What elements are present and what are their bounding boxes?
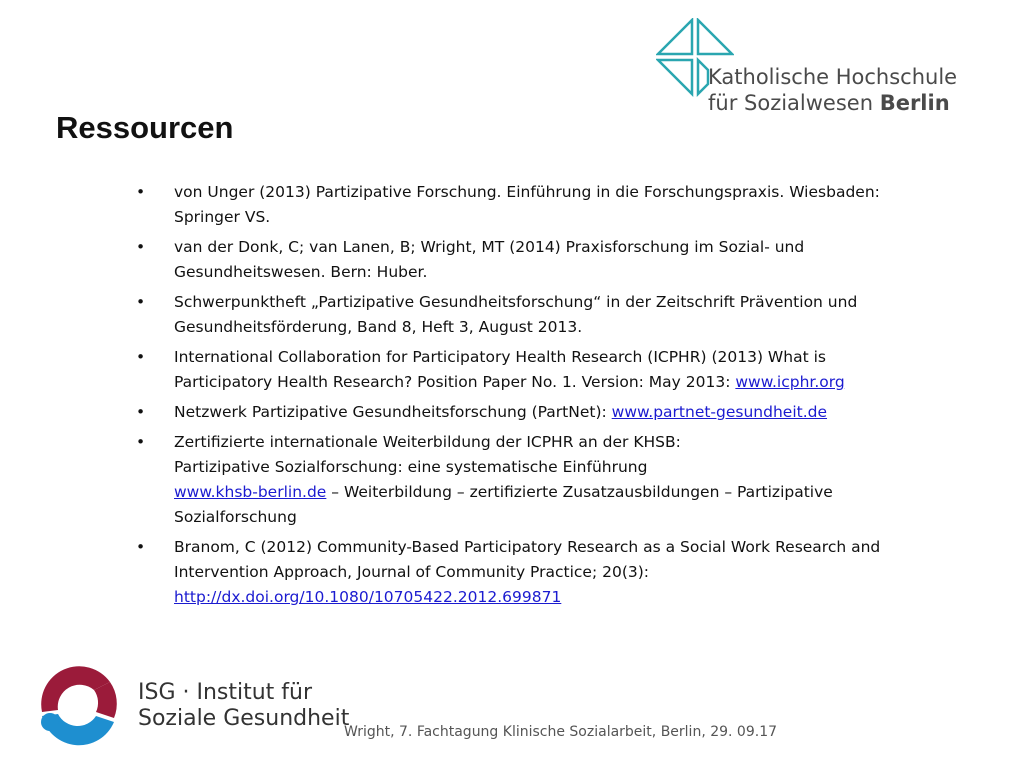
isg-logo bbox=[34, 660, 354, 750]
bullet-dot: • bbox=[136, 348, 146, 366]
bullet-dot: • bbox=[136, 403, 146, 421]
resource-text: Branom, C (2012) Community-Based Participatory Research as a Social Work Research and Intervention Approach, Journal of Community Practice; 20(3): bbox=[174, 538, 881, 581]
isg-ring-icon bbox=[34, 660, 124, 746]
bullet-dot: • bbox=[136, 433, 146, 451]
doi-link[interactable]: http://dx.doi.org/10.1080/10705422.2012.699871 bbox=[174, 588, 562, 606]
khsb-link[interactable]: www.khsb-berlin.de bbox=[174, 483, 327, 501]
list-item bbox=[136, 235, 896, 285]
resource-text-line1: Zertifizierte internationale Weiterbildung der ICPHR an der KHSB: bbox=[174, 433, 681, 451]
list-item bbox=[136, 180, 896, 230]
resource-text: International Collaboration for Participatory Health Research (ICPHR) (2013) What is Participatory Health Research? Position Paper No. 1. Version: May 2013: bbox=[174, 348, 826, 391]
slide-title: Ressourcen bbox=[56, 110, 234, 145]
resource-text-after: – Weiterbildung – zertifizierte Zusatzausbildungen – Partizipative Sozialforschung bbox=[174, 483, 833, 526]
bullet-dot: • bbox=[136, 183, 146, 201]
list-item bbox=[136, 535, 896, 610]
resource-text: van der Donk, C; van Lanen, B; Wright, MT (2014) Praxisforschung im Sozial- und Gesundheitswesen. Bern: Huber. bbox=[174, 238, 805, 281]
resource-text: Netzwerk Partizipative Gesundheitsforschung (PartNet): bbox=[174, 403, 612, 421]
list-item bbox=[136, 290, 896, 340]
icphr-link[interactable]: www.icphr.org bbox=[735, 373, 845, 391]
resource-text: Schwerpunktheft „Partizipative Gesundheitsforschung“ in der Zeitschrift Prävention und Gesundheitsförderung, Band 8, Heft 3, August 2013. bbox=[174, 293, 858, 336]
bullet-dot: • bbox=[136, 293, 146, 311]
isg-line2: Soziale Gesundheit bbox=[138, 706, 350, 731]
khsb-line2-plain: für Sozialwesen bbox=[708, 91, 880, 115]
footer-text: Wright, 7. Fachtagung Klinische Sozialarbeit, Berlin, 29. 09.17 bbox=[344, 724, 778, 740]
list-item bbox=[136, 400, 896, 425]
resource-text-line2: Partizipative Sozialforschung: eine systematische Einführung bbox=[174, 458, 648, 476]
isg-line1: ISG · Institut für bbox=[138, 680, 313, 705]
khsb-logo bbox=[656, 18, 986, 128]
bullet-dot: • bbox=[136, 238, 146, 256]
khsb-line1: Katholische Hochschule bbox=[708, 65, 958, 89]
list-item bbox=[136, 345, 896, 395]
isg-name bbox=[138, 680, 349, 732]
khsb-name bbox=[708, 64, 957, 116]
partnet-link[interactable]: www.partnet-gesundheit.de bbox=[611, 403, 828, 421]
khsb-line2 bbox=[708, 90, 957, 116]
khsb-line2-bold: Berlin bbox=[879, 91, 950, 115]
bullet-dot: • bbox=[136, 538, 146, 556]
resource-list bbox=[136, 180, 896, 615]
list-item bbox=[136, 430, 896, 530]
resource-text: von Unger (2013) Partizipative Forschung. Einführung in die Forschungspraxis. Wiesbaden: Springer VS. bbox=[174, 183, 880, 226]
